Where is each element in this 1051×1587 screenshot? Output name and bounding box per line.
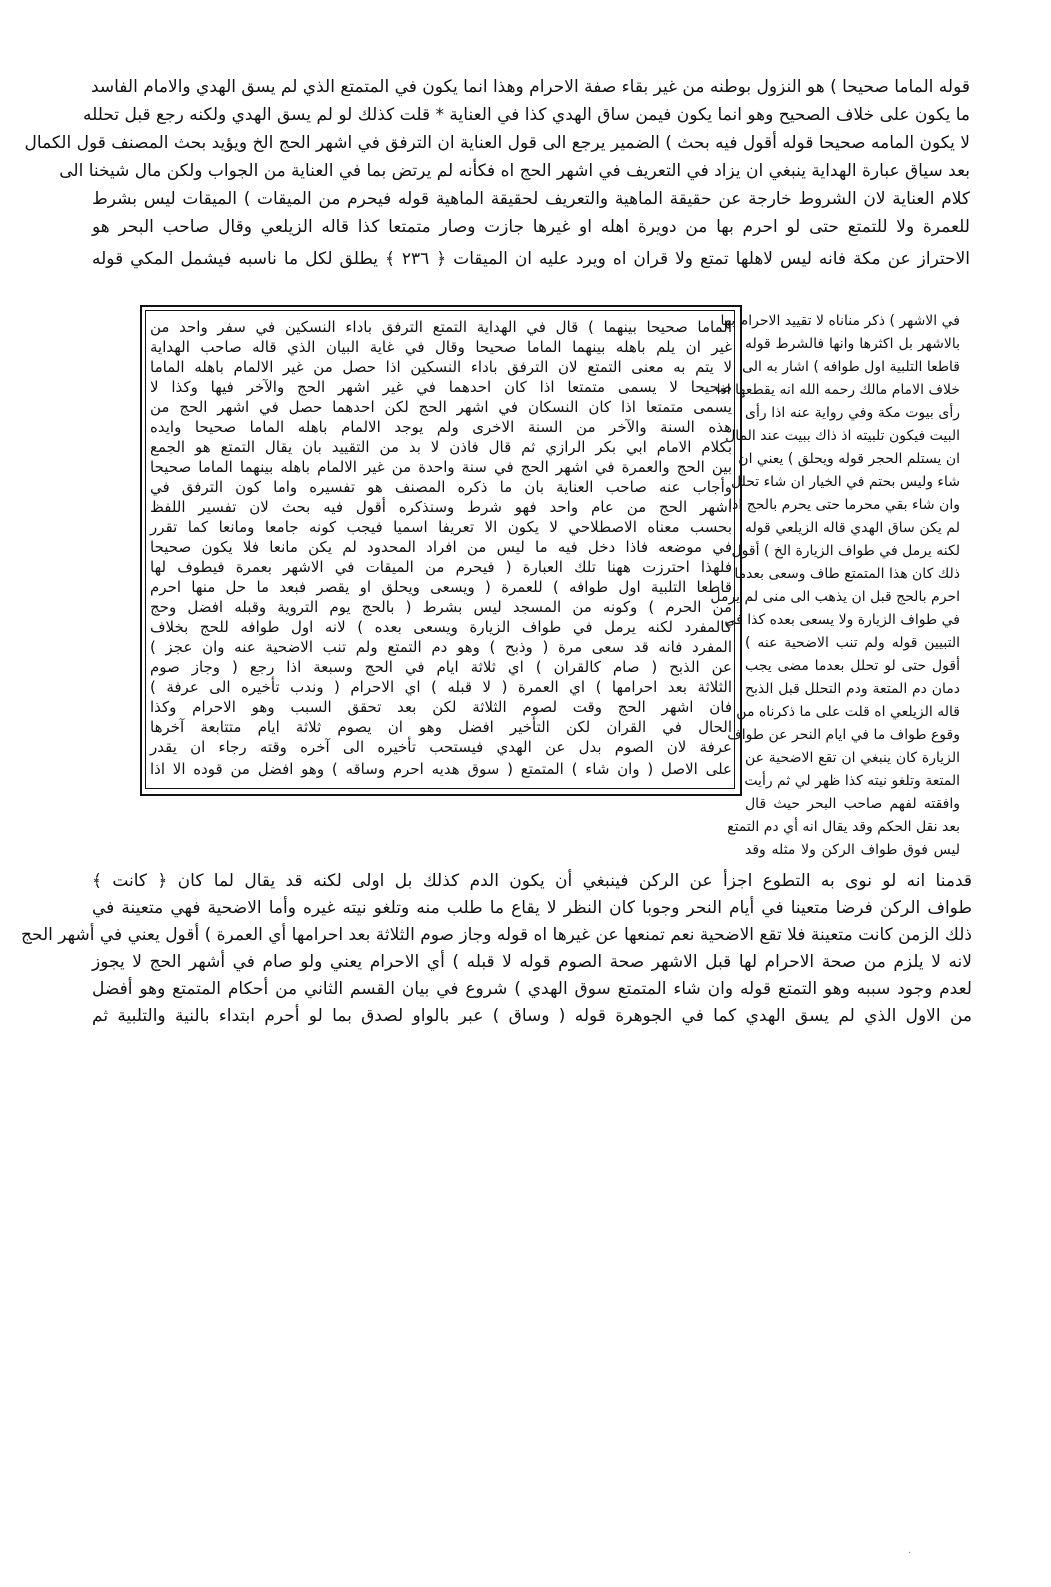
margin-line: رأى بيوت مكة وفي رواية عنه اذا رأى [745,405,960,421]
margin-line: وان شاء بقي محرما حتى يحرم بالحج اذا [728,497,960,513]
top-line: للعمرة ولا للتمتع حتى لو احرم بها من دويرة اهله او غيرها جازت وصار متمتعا كذا قاله الزيلعي وقال صاحب البحر هو [92,217,970,237]
top-line: ما يكون على خلاف الصحيح وهو انما يكون فيمن ساق الهدي كذا في العناية * قلت كذلك لو لم يسق الهدي ولكنه رجع قبل تحلله [83,105,970,125]
bottom-line: طواف الركن فرضا متعينا في أيام النحر وجوبا كان النظر لا يقاع ما طلب منه وتلغو نيته غيره وأما الاضحية فهي متعينة في [92,898,972,918]
page-mark: · [908,1548,912,1559]
top-line: قوله الماما صحيحا ) هو النزول بوطنه من غير بقاء صفة الاحرام وهذا انما يكون في المتمتع الذي لم يسق الهدي والامام الفاسد [90,77,970,97]
margin-line: ليس فوق طواف الركن ولا مثله وقد [745,842,960,858]
margin-line: دمان دم المتعة ودم التحلل قبل الذبح [745,681,960,697]
main-line: صحيحا لا يسمى متمتعا اذا كان احدهما في غير اشهر الحج والآخر فيها وكذا لا [150,378,732,396]
margin-line: وقوع طواف ما في ايام النحر عن طواف [727,727,960,743]
main-line: يسمى متمتعا اذا كان النسكان في اشهر الحج لكن احدهما حصل في اشهر الحج من [150,398,732,416]
main-line: عن الذبح ( صام كالقران ) اي ثلاثة ايام في الحج وسبعة اذا رجع ( وجاز صوم [150,658,732,676]
main-line: فلهذا احترزت ههنا تلك العبارة ( فيحرم من الميقات في الاشهر بعمرة فيطوف لها [150,558,732,576]
main-line: بحسب معناه الاصطلاحي لا يكون الا تعريفا اسميا فيجب كونه جامعا ومانعا كما تقرر [150,518,732,536]
margin-line: لكنه يرمل في طواف الزيارة الخ ) أقول [731,543,960,559]
main-line: الحال في القران لكن التأخير افضل وهو ان يصوم ثلاثة ايام متتابعة آخرها [150,718,732,736]
margin-line: شاء وليس بحتم في الخيار ان شاء تحلل [730,474,960,490]
margin-line: في طواف الزيارة ولا يسعى بعده كذا في [724,612,960,628]
margin-line: ان يستلم الحجر قوله ويحلق ) يعني ان [738,451,960,467]
margin-line: أقول حتى لو تحلل بعدما مضى يجب [745,658,960,674]
margin-line: احرم بالحج قبل ان يذهب الى منى لم يرمل [710,589,960,605]
margin-line: في الاشهر ) ذكر مناناه لا تقييد الاحرام بها [720,313,960,329]
margin-line: بالاشهر بل اكثرها وانها فالشرط قوله [745,336,960,352]
main-line: المفرد فانه قد سعى مرة ( وذبح ) وهو دم التمتع ولم تنب الاضحية عنه وان عجز ) [150,638,732,656]
main-line: كالمفرد لكنه يرمل في طواف الزيارة ويسعى بعده ) لانه اول طوافه للحج بخلاف [150,618,732,636]
margin-line: ذلك كان هذا المتمتع طاف وسعى بعدما [734,566,960,582]
margin-line: الزيارة كان ينبغي ان تقع الاضحية عن [745,750,960,766]
top-line-with-page-number: الاحتراز عن مكة فانه ليس لاهلها تمتع ولا قران اه ويرد عليه ان الميقات ﴿ ٢٣٦ ﴾ يطلق لكل ما ناسبه فيشمل المكي قوله [92,249,971,269]
main-line: في موضعه فاذا دخل فيه ما ليس من افراد المحدود لم يكن مانعا فلا يكون صحيحا [150,538,732,556]
margin-line: البيت فيكون تلبيته اذ ذاك ببيت عند المال [725,428,960,444]
margin-line: وافقته لفهم صاحب البحر حيث قال [745,796,960,812]
bottom-line: من الاول الذي لم يسق الهدي كما في الجوهرة قوله ( وساق ) عبر بالواو لصدق بما لو أحرم ابتداء بالنية والتلبية ثم [92,1006,972,1026]
margin-line: قاله الزيلعي اه قلت على ما ذكرناه من [736,704,960,720]
main-line: الثلاثة بعد احرامها ) اي العمرة ( لا قبله ) اي الاحرام ( وندب تأخيره الى عرفة ) [150,678,732,696]
bottom-line: ذلك الزمن كانت متعينة فلا تقع الاضحية نعم تمنعها عن غيرها اه قوله وجاز صوم الثلاثة بعد احرامها أي العمرة ) أقول يعني في أشهر الحج [21,925,972,945]
main-line: فان اشهر الحج وقت لصوم الثلاثة لكن بعد تحقق السبب وهو الاحرام وكذا [150,698,732,716]
bottom-line: لعدم وجود سببه وهو التمتع قوله وان شاء المتمتع سوق الهدي ) شروع في بيان القسم الثاني من أحكام المتمتع وهو أفضل [92,979,972,999]
top-line: بعد سياق عبارة الهداية ينبغي ان يزاد في التعريف في اشهر الحج اه فكأنه لم يرتض بما في العناية من الجواب ولكن مال شيخنا الى [59,161,970,181]
main-line: اشهر الحج من عام واحد فهو شرط وسنذكره أقول فيه بحث لان تفسير اللفظ [150,498,732,516]
main-line: على الاصل ( وان شاء ) المتمتع ( سوق هديه احرم وساقه ) وهو افضل من قوده الا اذا [150,760,732,778]
main-line: وأجاب عنه صاحب العناية بان ما ذكره المصنف هو تفسيره واما كون الترفق في [150,478,732,496]
main-line: بكلام الامام ابي بكر الرازي ثم قال فاذن لا بد من التقييد بان يقال التمتع هو الجمع [150,438,732,456]
top-line: لا يكون المامه صحيحا قوله أقول فيه بحث ) الضمير يرجع الى قول العناية ان الترفق في اشهر الحج الخ ويؤيد بحث المصنف قول الكمال [24,133,970,153]
margin-line: لم يكن ساق الهدي قاله الزيلعي قوله [745,520,960,536]
main-line: الماما صحيحا بينهما ) قال في الهداية التمتع الترفق باداء النسكين في سفر واحد من [150,318,732,336]
margin-line: المتعة وتلغو نيته كذا ظهر لي ثم رأيت [744,773,960,789]
main-line: بين الحج والعمرة في اشهر الحج في سنة واحدة من غير الالمام باهله بينهما الماما صحيحا [150,458,732,476]
main-line: من الحرم ) وكونه من المسجد ليس بشرط ( بالحج يوم التروية وقبله افضل وحج [150,598,732,616]
bottom-line: لانه لا يلزم من صحة الاحرام لها قبل الاشهر صحة الصوم قوله لا قبله ) أي الاحرام يعني ولو صام في أشهر الحج لا يجوز [92,952,972,972]
bottom-line: قدمنا انه لو نوى به التطوع اجزأ عن الركن فينبغي أن يكون الدم كذلك بل اولى لكنه قد يقال لما كان ﴿ كانت ﴾ [92,871,972,891]
margin-line: خلاف الامام مالك رحمه الله انه يقطعها اذا [716,382,960,398]
margin-line: بعد نقل الحكم وقد يقال انه أي دم التمتع [727,819,960,835]
main-line: قاطعا التلبية اول طوافه ) للعمرة ( ويسعى ويحلق او يقصر فبعد ما حل منها احرم [150,578,732,596]
main-line: غير ان يلم باهله بينهما الماما صحيحا وقال في غاية البيان الذي قاله صاحب الهداية [150,338,732,356]
top-line: كلام العناية لان الشروط خارجة عن حقيقة الماهية والتعريف لحقيقة الماهية قوله فيحرم من الميقات ) الميقات ليس بشرط [92,189,970,209]
margin-line: قاطعا التلبية اول طوافه ) اشار به الى [742,359,960,375]
main-line: عرفة لان الصوم بدل عن الهدي فيستحب تأخيره الى آخره وقته رجاء ان يقدر [150,738,732,756]
main-line: هذه السنة والآخر من السنة الاخرى ولم يوجد الالمام باهله الماما صحيحا وايده [150,418,732,436]
margin-line: التبيين قوله ولم تنب الاضحية عنه ) [745,635,960,651]
main-line: لا يتم به معنى التمتع لان الترفق باداء النسكين اذا حصل من غير الالمام باهله الماما [150,358,732,376]
